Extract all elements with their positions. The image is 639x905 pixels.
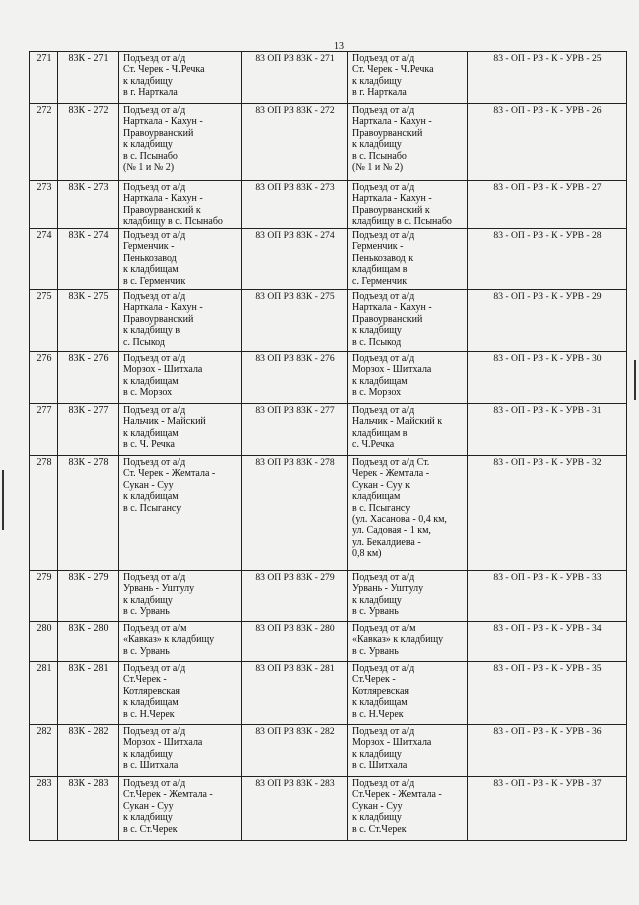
road-description-line: ул. Бекалдиева - (352, 536, 421, 548)
road-description (348, 352, 468, 404)
road-name-line: «Кавказ» к кладбищу (123, 634, 215, 646)
row-number: 273 (30, 181, 58, 229)
road-description-line: к кладбищу (352, 139, 402, 151)
table-row (30, 571, 627, 622)
road-identifier: 83 - ОП - РЗ - К - УРВ - 27 (468, 181, 627, 229)
road-name-line: Нарткала - Кахун - (123, 116, 203, 128)
road-description-line: с. Ч.Речка (352, 439, 395, 451)
road-description (348, 725, 468, 777)
road-name-line: Ст.Черек - (123, 674, 167, 686)
road-name-line: Подъезд от а/д (123, 778, 186, 789)
row-number: 275 (30, 290, 58, 352)
road-name-line: Подъезд от а/д (123, 405, 186, 416)
road-description-line: 0,8 км) (352, 548, 382, 560)
road-description-line: Подъезд от а/д (352, 405, 415, 416)
road-description-line: Герменчик - (352, 241, 404, 253)
road-description-line: Нарткала - Кахун - (352, 193, 432, 205)
road-name (119, 456, 242, 571)
road-name-line: Пенькозавод (123, 252, 177, 264)
road-name-line: Правоурванский (123, 313, 194, 325)
road-description (348, 104, 468, 181)
road-description-line: к кладбищу (352, 594, 402, 606)
road-name-line: с. Псыкод (123, 336, 165, 348)
road-code: 83К - 278 (58, 456, 119, 571)
road-description (348, 622, 468, 662)
road-name (119, 104, 242, 181)
row-number: 271 (30, 52, 58, 104)
registry-code: 83 ОП РЗ 83К - 276 (242, 352, 348, 404)
road-name-line: Подъезд от а/д (123, 105, 186, 116)
table-row (30, 404, 627, 456)
registry-code: 83 ОП РЗ 83К - 280 (242, 622, 348, 662)
road-description-line: Правоурванский к (352, 204, 430, 216)
road-description-line: Подъезд от а/д (352, 572, 415, 583)
road-description (348, 52, 468, 104)
road-description (348, 404, 468, 456)
road-name-line: Подъезд от а/д (123, 353, 186, 364)
road-description-line: Морзох - Шитхала (352, 364, 432, 376)
road-description-line: (ул. Хасанова - 0,4 км, (352, 514, 447, 526)
road-name-line: Герменчик - (123, 241, 175, 253)
road-name-line: Правоурванский к (123, 204, 201, 216)
road-code: 83К - 277 (58, 404, 119, 456)
road-description-line: Нарткала - Кахун - (352, 302, 432, 314)
road-name-line: в с. Н.Черек (123, 708, 175, 720)
road-description-line: Сукан - Суу (352, 800, 403, 812)
road-description (348, 181, 468, 229)
row-number: 283 (30, 777, 58, 841)
registry-code: 83 ОП РЗ 83К - 281 (242, 662, 348, 725)
road-description-line: Ст. Черек - Ч.Речка (352, 64, 434, 76)
road-description-line: Подъезд от а/д (352, 663, 415, 674)
road-name-line: Сукан - Суу (123, 800, 174, 812)
table-row (30, 229, 627, 290)
registry-code: 83 ОП РЗ 83К - 274 (242, 229, 348, 290)
road-description-line: Подъезд от а/д Ст. (352, 457, 430, 468)
road-description-line: в с. Псыгансу (352, 502, 411, 514)
road-description-line: к кладбищам (352, 375, 408, 387)
road-name-line: к кладбищу (123, 748, 173, 760)
row-number: 272 (30, 104, 58, 181)
road-identifier: 83 - ОП - РЗ - К - УРВ - 37 (468, 777, 627, 841)
registry-code: 83 ОП РЗ 83К - 273 (242, 181, 348, 229)
road-name-line: кладбищу в с. Псынабо (123, 216, 223, 228)
road-name-line: Ст.Черек - Жемтала - (123, 789, 213, 801)
scan-mark-left (2, 470, 4, 530)
road-code: 83К - 280 (58, 622, 119, 662)
road-name-line: Подъезд от а/д (123, 572, 186, 583)
road-description (348, 290, 468, 352)
road-code: 83К - 271 (58, 52, 119, 104)
road-identifier: 83 - ОП - РЗ - К - УРВ - 33 (468, 571, 627, 622)
road-description-line: Подъезд от а/м (352, 623, 416, 634)
road-description-line: ул. Садовая - 1 км, (352, 525, 431, 537)
registry-code: 83 ОП РЗ 83К - 271 (242, 52, 348, 104)
road-identifier: 83 - ОП - РЗ - К - УРВ - 25 (468, 52, 627, 104)
road-description-line: в с. Псынабо (352, 150, 407, 162)
road-name (119, 571, 242, 622)
road-description (348, 229, 468, 290)
registry-code: 83 ОП РЗ 83К - 279 (242, 571, 348, 622)
road-name-line: Морзох - Шитхала (123, 364, 203, 376)
road-description-line: в с. Н.Черек (352, 708, 404, 720)
road-name-line: к кладбищу (123, 75, 173, 87)
row-number: 279 (30, 571, 58, 622)
road-description-line: Подъезд от а/д (352, 291, 415, 302)
road-name-line: Урвань - Уштулу (123, 583, 195, 595)
road-name-line: (№ 1 и № 2) (123, 162, 175, 174)
road-name-line: Нарткала - Кахун - (123, 302, 203, 314)
table-row (30, 181, 627, 229)
registry-code: 83 ОП РЗ 83К - 272 (242, 104, 348, 181)
road-name (119, 622, 242, 662)
road-name-line: в с. Шитхала (123, 760, 179, 772)
road-code: 83К - 281 (58, 662, 119, 725)
road-description-line: к кладбищу (352, 75, 402, 87)
road-description-line: к кладбищу (352, 325, 402, 337)
road-name-line: в с. Ст.Черек (123, 823, 178, 835)
road-name (119, 229, 242, 290)
road-description-line: Котляревская (352, 685, 410, 697)
roads-table-body (30, 52, 627, 841)
road-description-line: Ст.Черек - (352, 674, 396, 686)
row-number: 277 (30, 404, 58, 456)
road-description-line: в с. Морзох (352, 387, 402, 399)
road-name-line: к кладбищу в (123, 325, 181, 337)
road-name-line: к кладбищам (123, 697, 179, 709)
road-name-line: к кладбищам (123, 375, 179, 387)
road-name-line: Подъезд от а/д (123, 291, 186, 302)
row-number: 274 (30, 229, 58, 290)
road-identifier: 83 - ОП - РЗ - К - УРВ - 36 (468, 725, 627, 777)
road-name (119, 352, 242, 404)
road-description-line: Подъезд от а/д (352, 105, 415, 116)
road-name-line: в с. Урвань (123, 645, 170, 657)
road-name (119, 725, 242, 777)
road-name-line: в с. Герменчик (123, 275, 186, 287)
road-description-line: Правоурванский (352, 313, 423, 325)
road-description (348, 456, 468, 571)
registry-code: 83 ОП РЗ 83К - 283 (242, 777, 348, 841)
road-name-line: к кладбищам (123, 427, 179, 439)
road-description-line: с. Герменчик (352, 275, 408, 287)
road-identifier: 83 - ОП - РЗ - К - УРВ - 29 (468, 290, 627, 352)
road-identifier: 83 - ОП - РЗ - К - УРВ - 30 (468, 352, 627, 404)
road-description-line: кладбищу в с. Псынабо (352, 216, 452, 228)
road-name-line: к кладбищу (123, 139, 173, 151)
road-name-line: Подъезд от а/д (123, 457, 186, 468)
road-name-line: к кладбищу (123, 812, 173, 824)
road-identifier: 83 - ОП - РЗ - К - УРВ - 35 (468, 662, 627, 725)
road-name-line: к кладбищам (123, 491, 179, 503)
roads-table (29, 51, 627, 841)
road-identifier: 83 - ОП - РЗ - К - УРВ - 28 (468, 229, 627, 290)
road-description-line: Подъезд от а/д (352, 230, 415, 241)
row-number: 281 (30, 662, 58, 725)
road-code: 83К - 272 (58, 104, 119, 181)
registry-code: 83 ОП РЗ 83К - 278 (242, 456, 348, 571)
road-description-line: Подъезд от а/д (352, 353, 415, 364)
registry-code: 83 ОП РЗ 83К - 277 (242, 404, 348, 456)
road-name-line: Правоурванский (123, 127, 194, 139)
road-name (119, 662, 242, 725)
road-name-line: Ст. Черек - Ч.Речка (123, 64, 205, 76)
road-name-line: Нальчик - Майский (123, 416, 206, 428)
road-description-line: Нальчик - Майский к (352, 416, 443, 428)
road-description-line: Подъезд от а/д (352, 53, 415, 64)
road-name-line: Ст. Черек - Жемтала - (123, 468, 216, 480)
road-identifier: 83 - ОП - РЗ - К - УРВ - 32 (468, 456, 627, 571)
road-description-line: к кладбищам (352, 697, 408, 709)
road-description-line: Подъезд от а/д (352, 778, 415, 789)
road-description-line: Морзох - Шитхала (352, 737, 432, 749)
road-code: 83К - 276 (58, 352, 119, 404)
road-description (348, 777, 468, 841)
road-name-line: к кладбищам (123, 264, 179, 276)
road-code: 83К - 274 (58, 229, 119, 290)
road-identifier: 83 - ОП - РЗ - К - УРВ - 31 (468, 404, 627, 456)
table-row (30, 777, 627, 841)
road-name-line: Котляревская (123, 685, 181, 697)
road-code: 83К - 282 (58, 725, 119, 777)
road-code: 83К - 275 (58, 290, 119, 352)
road-code: 83К - 283 (58, 777, 119, 841)
road-description-line: в с. Урвань (352, 645, 399, 657)
road-description-line: в г. Нарткала (352, 87, 407, 99)
road-description-line: (№ 1 и № 2) (352, 162, 404, 174)
road-name-line: Сукан - Суу (123, 479, 174, 491)
road-code: 83К - 273 (58, 181, 119, 229)
road-description-line: Сукан - Суу к (352, 479, 411, 491)
road-name-line: в с. Ч. Речка (123, 439, 175, 451)
road-name-line: в с. Морзох (123, 387, 173, 399)
road-name-line: Нарткала - Кахун - (123, 193, 203, 205)
road-description-line: кладбищам в (352, 264, 408, 276)
road-description-line: Черек - Жемтала - (352, 468, 430, 480)
road-description-line: кладбищам в (352, 427, 408, 439)
table-row (30, 104, 627, 181)
road-description (348, 571, 468, 622)
road-description-line: к кладбищу (352, 812, 402, 824)
road-identifier: 83 - ОП - РЗ - К - УРВ - 34 (468, 622, 627, 662)
road-description-line: Нарткала - Кахун - (352, 116, 432, 128)
road-name-line: Подъезд от а/м (123, 623, 187, 634)
road-name-line: Подъезд от а/д (123, 230, 186, 241)
road-name-line: в с. Урвань (123, 606, 170, 618)
registry-code: 83 ОП РЗ 83К - 282 (242, 725, 348, 777)
road-name-line: Подъезд от а/д (123, 726, 186, 737)
row-number: 276 (30, 352, 58, 404)
road-description-line: в с. Шитхала (352, 760, 408, 772)
road-code: 83К - 279 (58, 571, 119, 622)
road-name-line: Морзох - Шитхала (123, 737, 203, 749)
road-name (119, 52, 242, 104)
road-name (119, 404, 242, 456)
road-description-line: кладбищам (352, 491, 401, 503)
road-name-line: Подъезд от а/д (123, 663, 186, 674)
table-row (30, 662, 627, 725)
table-row (30, 725, 627, 777)
road-description-line: в с. Псыкод (352, 336, 402, 348)
road-name (119, 181, 242, 229)
road-name-line: Подъезд от а/д (123, 182, 186, 193)
table-row (30, 52, 627, 104)
road-description-line: Подъезд от а/д (352, 726, 415, 737)
road-description-line: Подъезд от а/д (352, 182, 415, 193)
road-description-line: к кладбищу (352, 748, 402, 760)
row-number: 278 (30, 456, 58, 571)
table-row (30, 622, 627, 662)
road-name (119, 290, 242, 352)
road-identifier: 83 - ОП - РЗ - К - УРВ - 26 (468, 104, 627, 181)
road-description (348, 662, 468, 725)
road-description-line: «Кавказ» к кладбищу (352, 634, 444, 646)
table-row (30, 352, 627, 404)
road-name-line: в г. Нарткала (123, 87, 178, 99)
road-name-line: в с. Псынабо (123, 150, 178, 162)
road-name-line: к кладбищу (123, 594, 173, 606)
road-description-line: Правоурванский (352, 127, 423, 139)
row-number: 280 (30, 622, 58, 662)
road-description-line: в с. Урвань (352, 606, 399, 618)
road-description-line: Ст.Черек - Жемтала - (352, 789, 442, 801)
road-name-line: в с. Псыгансу (123, 502, 182, 514)
road-name-line: Подъезд от а/д (123, 53, 186, 64)
scan-mark-right (634, 360, 636, 400)
road-description-line: Урвань - Уштулу (352, 583, 424, 595)
registry-code: 83 ОП РЗ 83К - 275 (242, 290, 348, 352)
road-name (119, 777, 242, 841)
row-number: 282 (30, 725, 58, 777)
road-description-line: Пенькозавод к (352, 252, 414, 264)
table-row (30, 290, 627, 352)
page-number: 13 (334, 41, 344, 52)
road-description-line: в с. Ст.Черек (352, 823, 407, 835)
table-row (30, 456, 627, 571)
